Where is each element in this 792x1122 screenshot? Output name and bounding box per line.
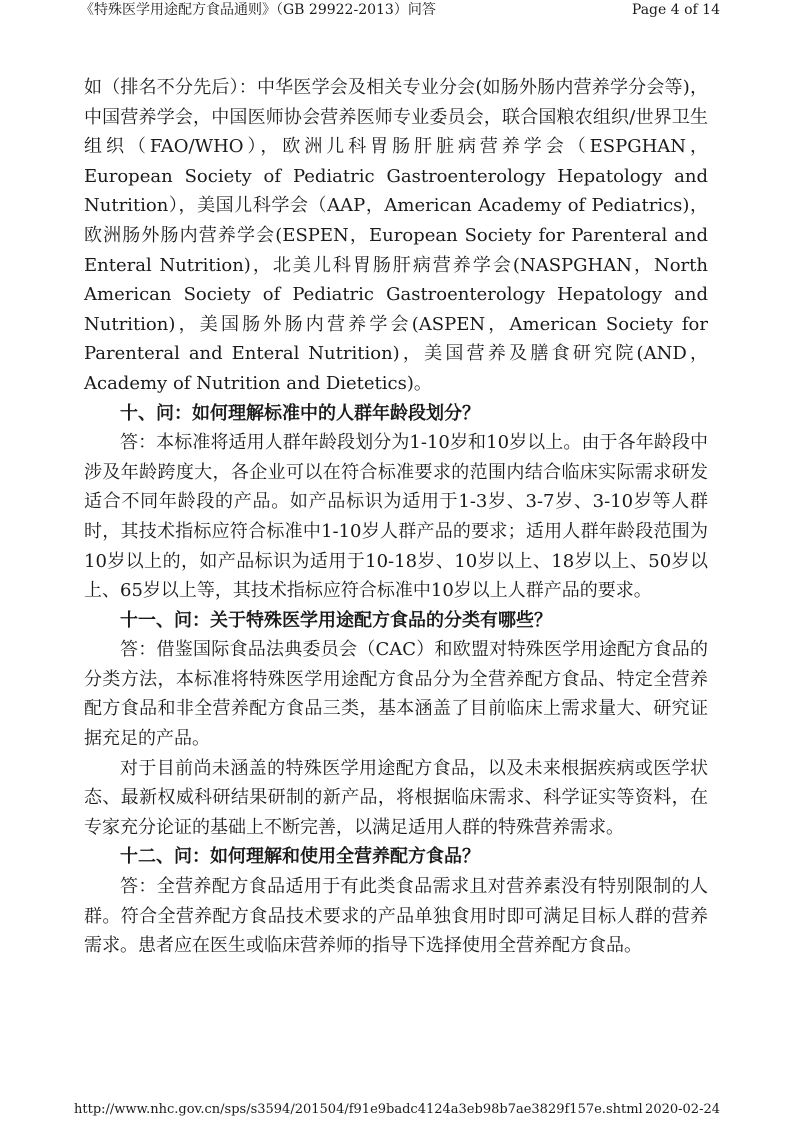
document-body (84, 73, 708, 961)
answer-12-paragraph: 答：全营养配方食品适用于有此类食品需求且对营养素没有特别限制的人群。符合全营养配方食品技术要求的产品单独食用时即可满足目标人群的营养需求。患者应在医生或临床营养师的指导下选择使用全营养配方食品。 (84, 876, 708, 957)
intro-paragraph: 如（排名不分先后）：中华医学会及相关专业分会(如肠外肠内营养学分会等)，中国营养学会，中国医师协会营养医师专业委员会，联合国粮农组织/世界卫生组织（FAO/WHO），欧洲儿科胃肠肝脏病营养学会（ESPGHAN，European Society of Pediatric Gastroenterology Hepatology and Nutrition），美国儿科学会（AAP，American Academy of Pediatrics)，欧洲肠外肠内营养学会(ESPEN，European Society for Parenteral and Enteral Nutrition)，北美儿科胃肠肝病营养学会(NASPGHAN，North American Society of Pediatric Gastroenterology Hepatology and Nutrition)，美国肠外肠内营养学会(ASPEN，American Society for Parenteral and Enteral Nutrition)，美国营养及膳食研究院(AND，Academy of Nutrition and Dietetics)。 (84, 77, 708, 394)
page-number: Page 4 of 14 (631, 2, 720, 18)
answer-10-paragraph: 答：本标准将适用人群年龄段划分为1-10岁和10岁以上。由于各年龄段中涉及年龄跨度大，各企业可以在符合标准要求的范围内结合临床实际需求研发适合不同年龄段的产品。如产品标识为适用于1-3岁、3-7岁、3-10岁等人群时，其技术指标应符合标准中1-10岁人群产品的要求；适用人群年龄段范围为10岁以上的，如产品标识为适用于10-18岁、10岁以上、18岁以上、50岁以上、65岁以上等，其技术指标应符合标准中10岁以上人群产品的要求。 (84, 432, 708, 602)
answer-11-paragraph-2: 对于目前尚未涵盖的特殊医学用途配方食品，以及未来根据疾病或医学状态、最新权威科研结果研制的新产品，将根据临床需求、科学证实等资料，在专家充分论证的基础上不断完善，以满足适用人群的特殊营养需求。 (84, 757, 708, 838)
question-12-heading: 十二、问：如何理解和使用全营养配方食品？ (120, 846, 480, 868)
answer-11-paragraph: 答：借鉴国际食品法典委员会（CAC）和欧盟对特殊医学用途配方食品的分类方法，本标准将特殊医学用途配方食品分为全营养配方食品、特定全营养配方食品和非全营养配方食品三类，基本涵盖了目前临床上需求量大、研究证据充足的产品。 (84, 639, 708, 750)
page-header (0, 0, 792, 22)
source-url[interactable]: http://www.nhc.gov.cn/sps/s3594/201504/f91e9badc4124a3eb98b7ae3829f157e.shtml (74, 1102, 643, 1117)
question-11-heading: 十一、问：关于特殊医学用途配方食品的分类有哪些？ (120, 609, 552, 631)
document-title: 《特殊医学用途配方食品通则》（GB 29922-2013）问答 (80, 2, 436, 18)
question-10-heading: 十、问：如何理解标准中的人群年龄段划分？ (120, 402, 480, 424)
print-date: 2020-02-24 (645, 1102, 720, 1117)
